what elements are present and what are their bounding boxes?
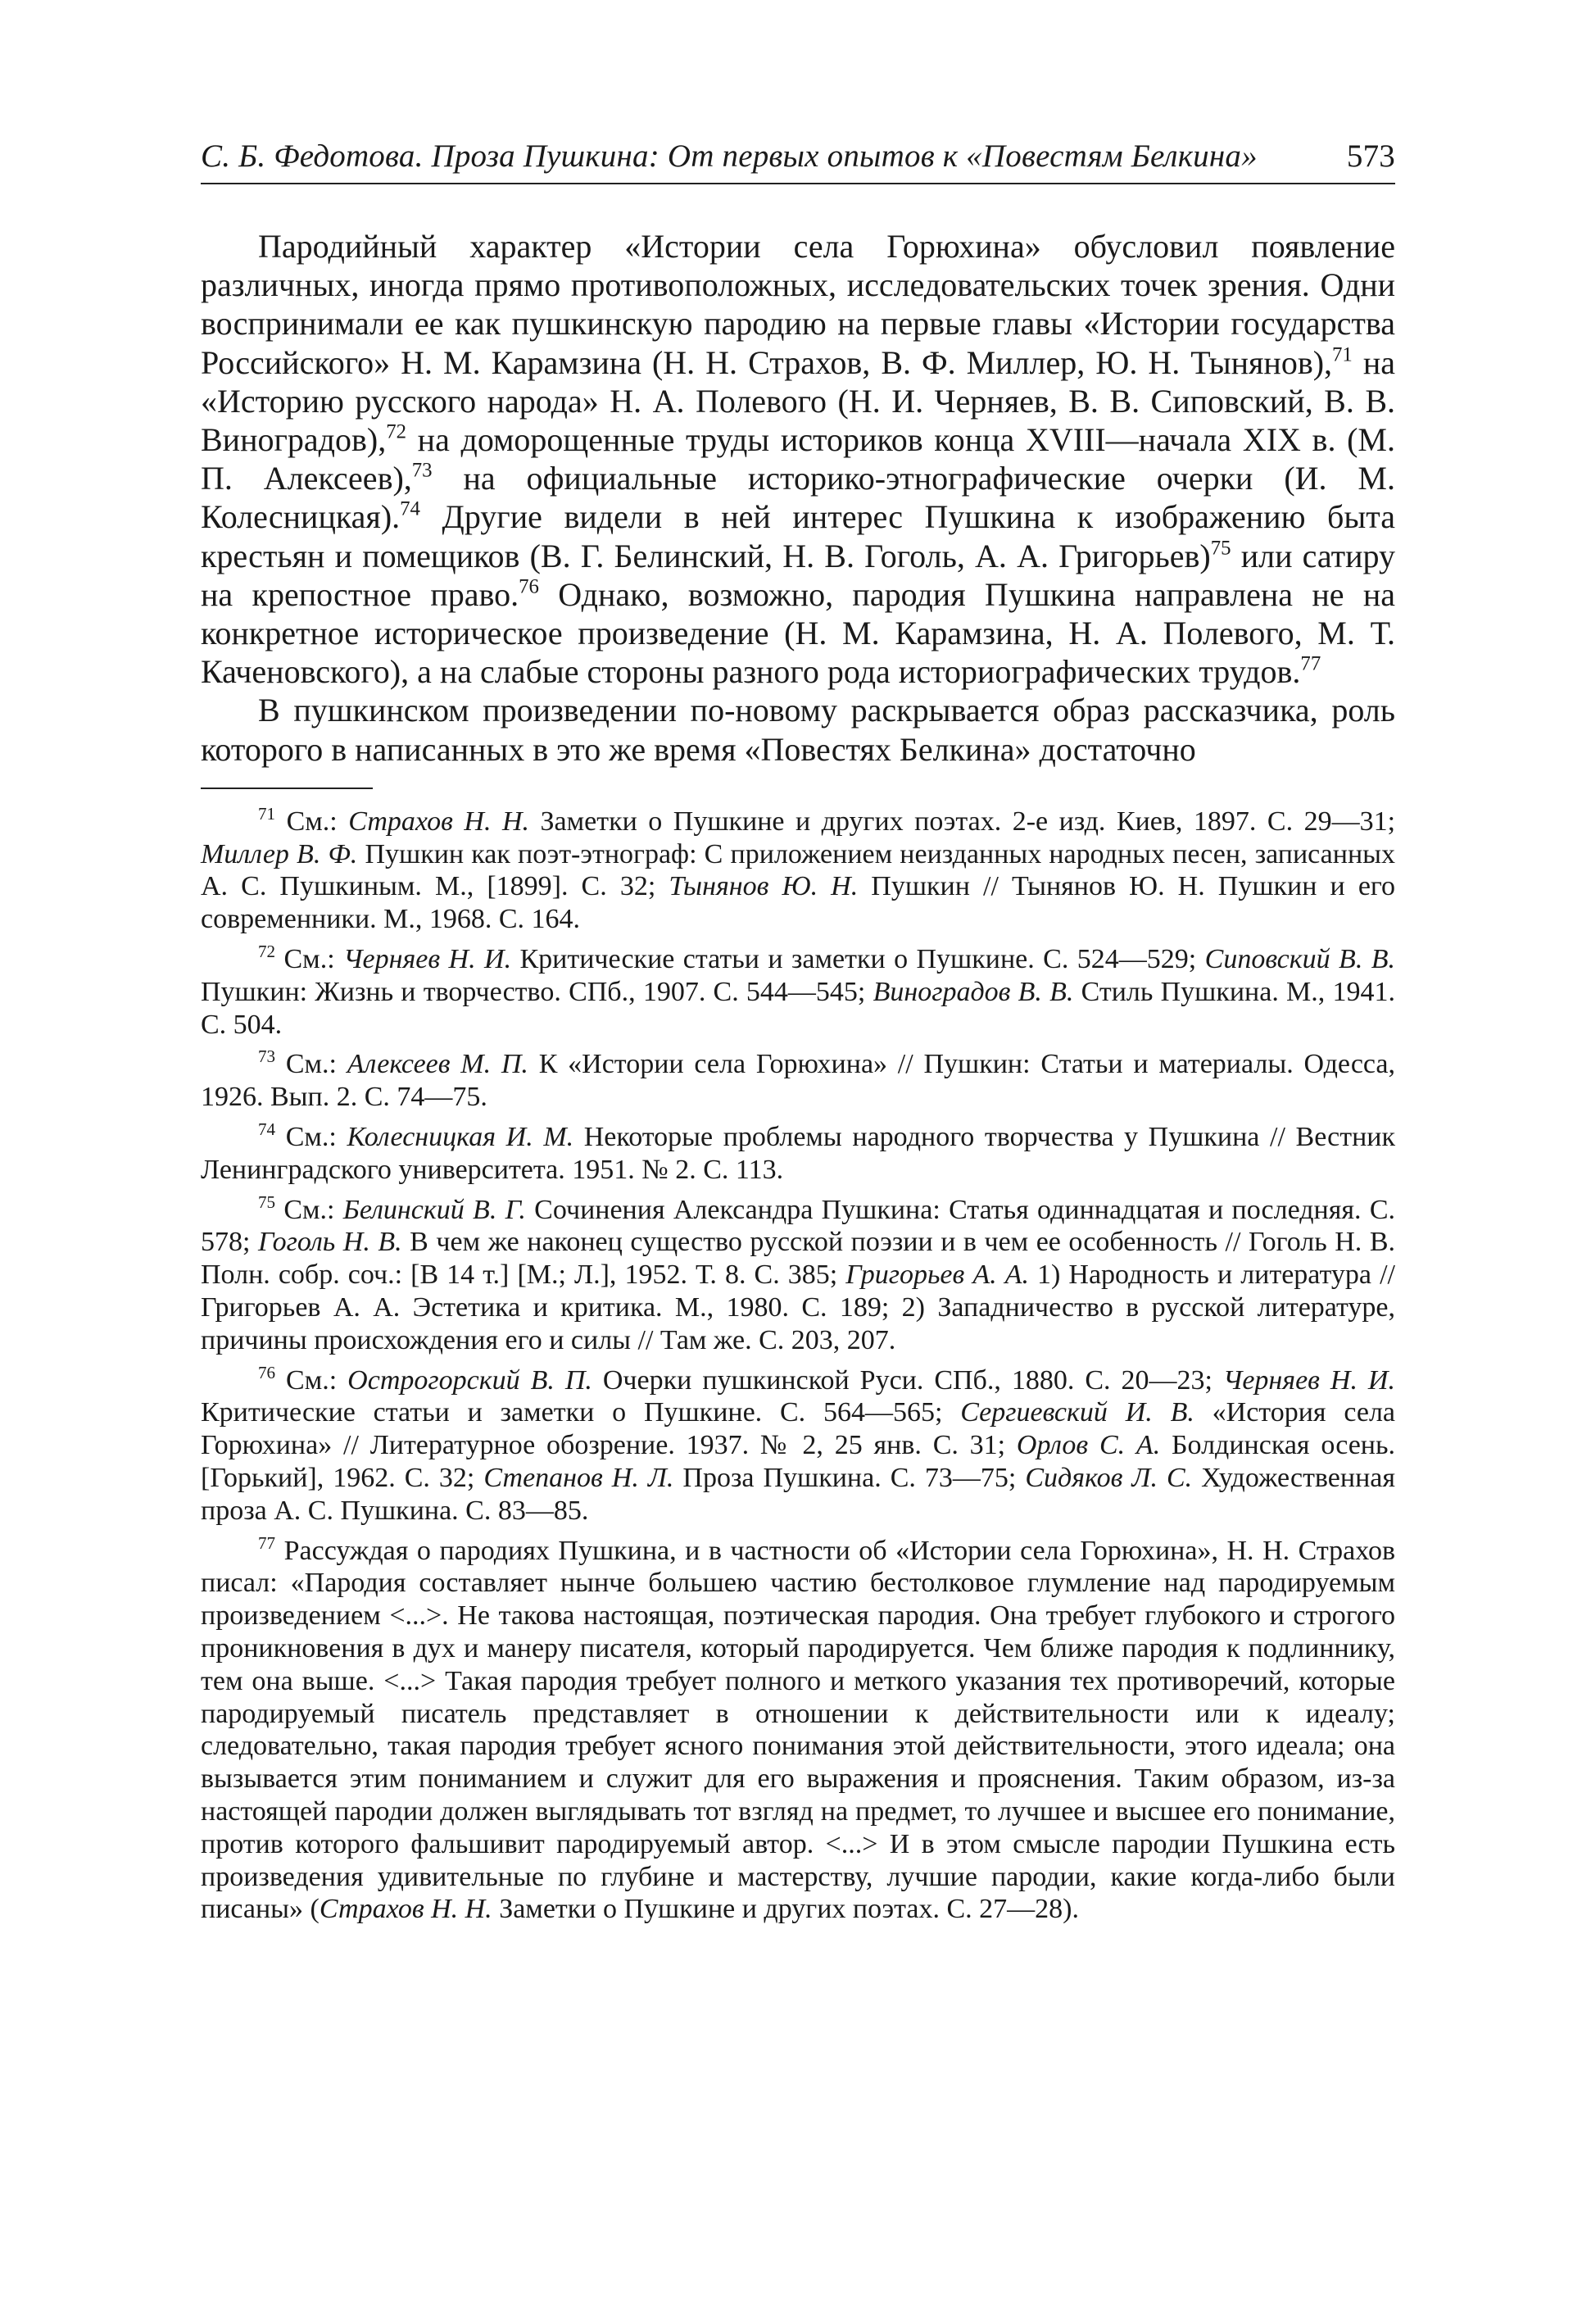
footnotes	[201, 803, 1396, 1926]
citation-text: См.:	[275, 944, 344, 975]
running-head-title: С. Б. Федотова. Проза Пушкина: От первых опытов к «Повестям Белкина»	[201, 138, 1258, 174]
author-name: Виноградов В. В.	[873, 976, 1074, 1007]
citation-text: Критические статьи и заметки о Пушкине. С. 524—529;	[511, 944, 1205, 975]
author-name: Белинский В. Г.	[342, 1194, 526, 1225]
paragraph: В пушкинском произведении по-новому раскрывается образ рассказчика, роль которого в написанных в это же время «Повестях Белкина» достаточно	[201, 692, 1395, 768]
footnote-73	[201, 1048, 1395, 1114]
footnote-number: 72	[258, 941, 276, 961]
citation-text: Сочинения Александра Пушкина: Статья одиннадцатая и последняя. С. 578;	[201, 1194, 1395, 1258]
text-span: на официальные историко-этнографические очерки (И. М. Колесницкая).	[201, 460, 1395, 536]
text-span: или сатиру на крепостное право.	[201, 537, 1396, 613]
footnote-number: 73	[258, 1046, 276, 1067]
author-name: Страхов Н. Н.	[319, 1894, 492, 1925]
footnote-ref[interactable]: 76	[519, 575, 539, 598]
author-name: Сергиевский И. В.	[960, 1397, 1194, 1428]
author-name: Острогорский В. П.	[347, 1364, 592, 1396]
citation-text: См.:	[275, 1049, 347, 1080]
text-span: на доморощенные труды историков конца XVIII—начала XIX в. (М. П. Алексеев),	[201, 421, 1395, 497]
author-name: Черняев Н. И.	[1222, 1364, 1395, 1396]
citation-text: 1) Народность и литература // Григорьев А. А. Эстетика и критика. М., 1980. С. 189; 2) Западничество в русской литературе, причины происхождения его и силы // Там же. С. 203, 207.	[201, 1260, 1395, 1355]
text-span: Однако, возможно, пародия Пушкина направлена не на конкретное историческое произведение (Н. М. Карамзина, Н. А. Полевого, М. Т. Каченовского), а на слабые стороны разного рода историографических трудов.	[201, 575, 1396, 691]
citation-text: Заметки о Пушкине и других поэтах. 2-е изд. Киев, 1897. С. 29—31;	[529, 806, 1396, 837]
citation-text: См.:	[275, 806, 349, 837]
running-head	[201, 138, 1395, 184]
author-name: Колесницкая И. М.	[347, 1122, 574, 1153]
text-span: Пародийный характер «Истории села Горюхина» обусловил появление различных, иногда прямо противоположных, исследовательских точек зрения. Одни воспринимали ее как пушкинскую пародию на первые главы «Истории государства Российского» Н. М. Карамзина (Н. Н. Страхов, В. Ф. Миллер, Ю. Н. Тынянов),	[201, 228, 1395, 381]
citation-text: Рассуждая о пародиях Пушкина, и в частности об «Истории села Горюхина», Н. Н. Страхов писал: «Пародия составляет нынче большею частию бестолковое глумление над пародируемым произведением <...>. Не такова настоящая, поэтическая пародия. Она требует глубокого и строгого проникновения в дух и манеру писателя, который пародируется. Чем ближе пародия к подлиннику, тем она выше. <...> Такая пародия требует полного и меткого указания тех противоречий, которые пародируемый писатель представляет в отношении к действительности или к идеалу; следовательно, такая пародия требует ясного понимания этой действительности, этого идеала; она вызывается этим пониманием и служит для его выражения и прояснения. Таким образом, из-за настоящей пародии должен выглядывать тот взгляд на предмет, то лучшее и высшее его понимание, против которого фальшивит пародируемый автор. <...> И в этом смысле пародии Пушкина есть произведения удивительные по глубине и мастерству, лучшие пародии, какие когда-либо были писаны» (	[201, 1535, 1395, 1925]
footnote-ref[interactable]: 71	[1332, 343, 1353, 366]
citation-text: Художественная проза А. С. Пушкина. С. 83—85.	[201, 1462, 1395, 1526]
footnote-number: 76	[258, 1362, 276, 1382]
author-name: Алексеев М. П.	[347, 1049, 528, 1080]
author-name: Черняев Н. И.	[343, 944, 512, 975]
citation-text: См.:	[275, 1122, 347, 1153]
citation-text: В чем же наконец существо русской поэзии и в чем ее особенность // Гоголь Н. В. Полн. собр. соч.: [В 14 т.] [М.; Л.], 1952. Т. 8. С. 385;	[201, 1227, 1396, 1291]
footnote-ref[interactable]: 72	[386, 420, 407, 443]
citation-text: Некоторые проблемы народного творчества у Пушкина // Вестник Ленинградского университета. 1951. № 2. С. 113.	[201, 1122, 1395, 1185]
book-page	[201, 138, 1395, 1933]
citation-text: «История села Горюхина» // Литературное обозрение. 1937. № 2, 25 янв. С. 31;	[201, 1397, 1396, 1461]
citation-text: К «Истории села Горюхина» // Пушкин: Статьи и материалы. Одесса, 1926. Вып. 2. С. 74—75.	[201, 1049, 1396, 1113]
footnote-number: 74	[258, 1119, 276, 1139]
citation-text: Очерки пушкинской Руси. СПб., 1880. С. 20—23;	[592, 1364, 1223, 1396]
main-text	[201, 227, 1395, 769]
footnote-ref[interactable]: 74	[400, 498, 420, 521]
footnote-74	[201, 1121, 1395, 1187]
author-name: Гоголь Н. В.	[257, 1227, 402, 1258]
citation-text: Пушкин как поэт-этнограф: С приложением неизданных народных песен, записанных А. С. Пушкиным. М., [1899]. С. 32;	[201, 838, 1395, 902]
author-name: Страхов Н. Н.	[348, 806, 530, 837]
footnote-ref[interactable]: 75	[1210, 537, 1231, 560]
author-name: Сидяков Л. С.	[1025, 1462, 1193, 1493]
footnote-75	[201, 1194, 1395, 1357]
citation-text: Проза Пушкина. С. 73—75;	[673, 1462, 1026, 1493]
citation-text: Заметки о Пушкине и других поэтах. С. 27—28).	[492, 1894, 1079, 1925]
author-name: Григорьев А. А.	[845, 1260, 1029, 1291]
footnote-number: 75	[258, 1192, 276, 1212]
author-name: Тынянов Ю. Н.	[669, 871, 859, 902]
footnote-72	[201, 943, 1395, 1041]
text-span: Другие видели в ней интерес Пушкина к изображению быта крестьян и помещиков (В. Г. Белинский, Н. В. Гоголь, А. А. Григорьев)	[201, 498, 1395, 574]
citation-text: Пушкин // Тынянов Ю. Н. Пушкин и его современники. М., 1968. С. 164.	[201, 871, 1396, 935]
footnote-71	[201, 803, 1396, 936]
footnote-77	[201, 1532, 1395, 1927]
citation-text: Критические статьи и заметки о Пушкине. С. 564—565;	[201, 1397, 961, 1428]
footnote-number: 71	[258, 803, 276, 824]
footnote-number: 77	[258, 1532, 276, 1553]
author-name: Миллер В. Ф.	[201, 838, 358, 869]
citation-text: См.:	[275, 1364, 348, 1396]
page-number: 573	[1346, 138, 1395, 174]
text-span: на «Историю русского народа» Н. А. Полевого (Н. И. Черняев, В. В. Сиповский, В. В. Виноградов),	[201, 343, 1395, 459]
author-name: Сиповский В. В.	[1204, 944, 1396, 975]
citation-text: См.:	[275, 1194, 343, 1225]
footnote-ref[interactable]: 77	[1300, 652, 1321, 675]
author-name: Орлов С. А.	[1016, 1430, 1161, 1461]
paragraph	[201, 227, 1395, 691]
footnote-ref[interactable]: 73	[411, 459, 433, 482]
citation-text: Пушкин: Жизнь и творчество. СПб., 1907. С. 544—545;	[201, 976, 873, 1007]
footnote-divider	[201, 788, 373, 789]
footnote-76	[201, 1364, 1395, 1527]
citation-text: Болдинская осень. [Горький], 1962. С. 32;	[201, 1430, 1395, 1493]
citation-text: Стиль Пушкина. М., 1941. С. 504.	[201, 976, 1395, 1040]
author-name: Степанов Н. Л.	[483, 1462, 674, 1493]
